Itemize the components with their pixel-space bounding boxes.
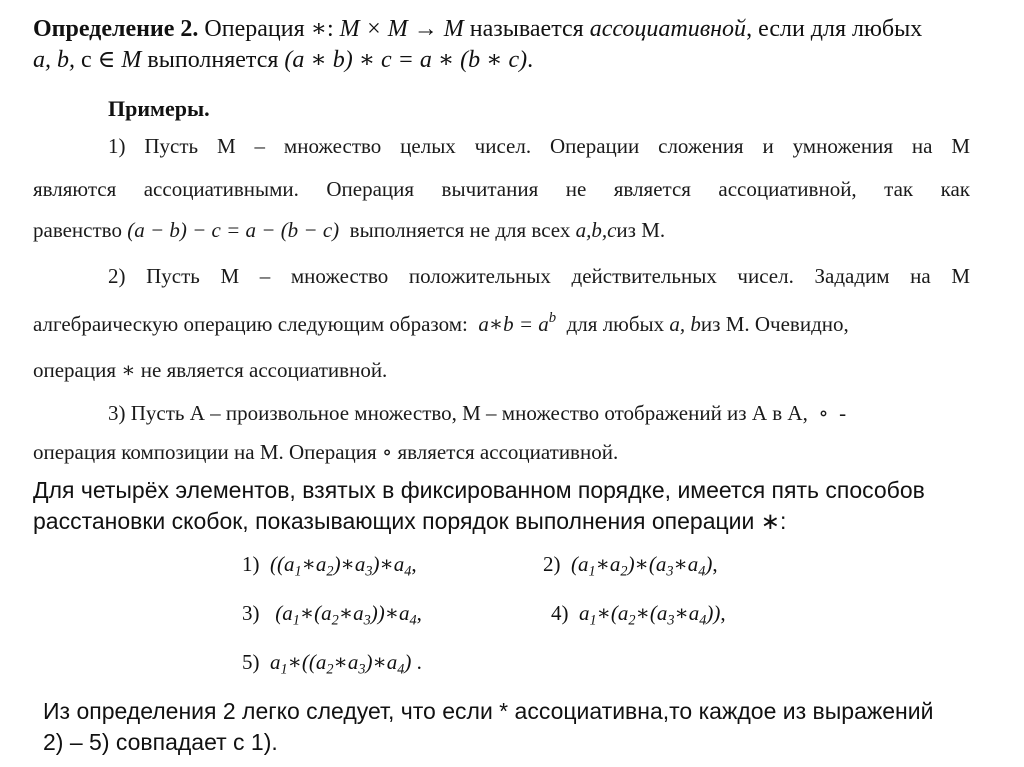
composition-symbol: ∘ (381, 440, 393, 464)
example-2-line-2 (33, 312, 849, 337)
definition-var-c: c (75, 47, 98, 73)
example-1-line-3 (33, 218, 665, 243)
bracketing-intro-line-2: расстановки скобок, показывающих порядок выполнения операции ∗: (33, 508, 787, 534)
definition-text: называется (463, 16, 590, 42)
conclusion-line-1: Из определения 2 легко следует, что если * ассоциативна,то каждое из выражений (43, 698, 934, 724)
subtraction-formula: (a − b) − c = a − (b − c) (127, 218, 340, 242)
power-exponent: b (548, 310, 557, 327)
period: . (527, 47, 534, 73)
star-symbol: ∗ (121, 358, 136, 382)
example-3-line-2 (33, 440, 618, 465)
operation-symbol: ∗ (310, 16, 327, 42)
associativity-formula: (a ∗ b) ∗ c = a ∗ (b ∗ c) (284, 47, 528, 73)
definition-label: Определение 2. (33, 16, 199, 42)
bracketing-intro-line-1: Для четырёх элементов, взятых в фиксированном порядке, имеется пять способов (33, 477, 925, 503)
example-3-line-1 (108, 401, 846, 426)
power-formula (478, 312, 556, 336)
formula-1: 1) $((a_1∗a_2)∗a_3)∗a_4$, (242, 552, 417, 580)
example-vars: a,b,c (575, 218, 617, 242)
dash: - (839, 401, 847, 425)
formula-label: 1) (242, 552, 260, 576)
example-text: равенство (33, 218, 122, 242)
definition-term: ассоциативной (589, 16, 747, 42)
definition-text: , если для любых (746, 16, 923, 42)
example-text: операция (33, 358, 117, 382)
definition-text: выполняется (141, 47, 285, 73)
examples-heading: Примеры. (108, 96, 210, 121)
example-text: 3) Пусть А – произвольное множество, М – множество отображений из А в А, (108, 401, 808, 425)
example-text: не является ассоциативной. (140, 358, 388, 382)
definition-vars: a, b, (33, 47, 75, 73)
conclusion-line-2: 2) – 5) совпадает с 1). (43, 729, 278, 755)
example-2-line-1: 2) Пусть М – множество положительных действительных чисел. Зададим на М (108, 264, 970, 288)
operation-signature: M × M → M (339, 16, 464, 42)
example-text: операция композиции на М. Операция (33, 440, 377, 464)
formula-4: 4) $a_1∗(a_2∗(a_3∗a_4))$, (551, 601, 726, 629)
power-base: a∗b = a (478, 312, 549, 336)
definition-line-2 (33, 45, 533, 74)
formula-label: 5) (242, 650, 260, 674)
formula-2: 2) $(a_1∗a_2)∗(a_3∗a_4)$, (543, 552, 718, 580)
example-text: из М. (616, 218, 666, 242)
example-text: для любых (566, 312, 665, 336)
composition-symbol: ∘ (818, 401, 829, 425)
example-vars: a, b (669, 312, 701, 336)
example-1-line-2: являются ассоциативными. Операция вычитания не является ассоциативной, так как (33, 177, 970, 201)
membership: ∈ M (97, 47, 142, 73)
definition-text: Операция (204, 16, 311, 42)
example-text: выполняется не для всех (349, 218, 571, 242)
example-1-line-1: 1) Пусть М – множество целых чисел. Операции сложения и умножения на М (108, 134, 970, 158)
formula-label: 2) (543, 552, 561, 576)
example-2-line-3 (33, 358, 387, 383)
definition-line-1 (33, 14, 922, 43)
formula-label: 4) (551, 601, 569, 625)
example-text: из М. Очевидно, (700, 312, 849, 336)
colon: : (326, 16, 340, 42)
example-text: алгебраическую операцию следующим образом: (33, 312, 468, 336)
example-text: является ассоциативной. (397, 440, 619, 464)
formula-3: 3) $(a_1∗(a_2∗a_3))∗a_4$, (242, 601, 422, 629)
formula-label: 3) (242, 601, 260, 625)
formula-5: 5) $a_1∗((a_2∗a_3)∗a_4)$ . (242, 650, 422, 678)
